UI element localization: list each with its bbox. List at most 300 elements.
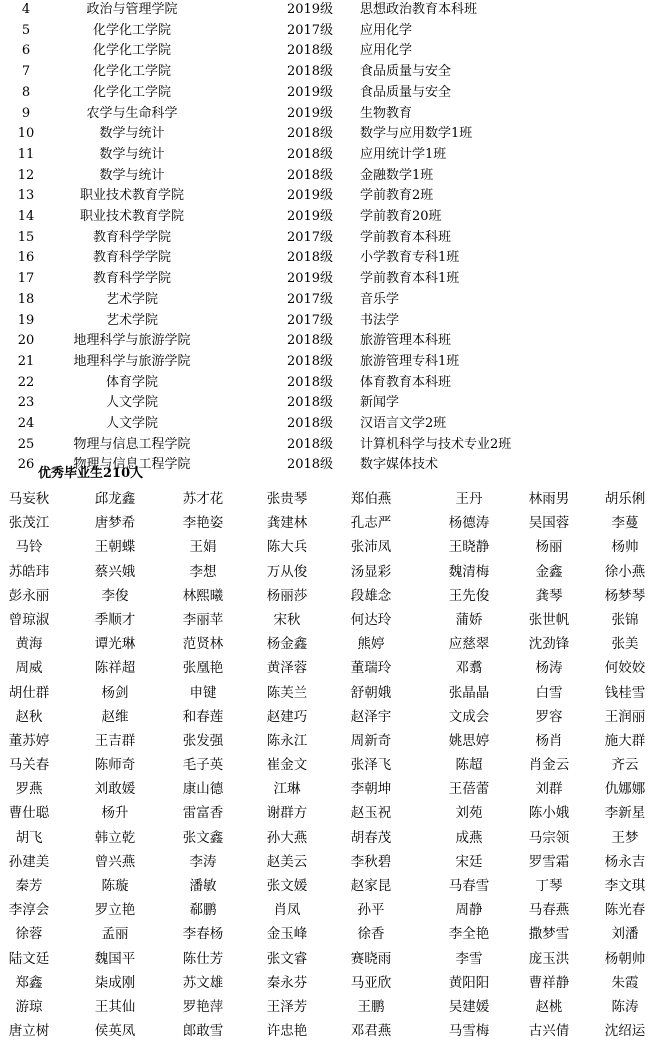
college-name: 数学与统计 [99,146,165,162]
graduate-name: 陆文廷 [8,950,50,967]
college-name: 职业技术教育学院 [79,188,184,204]
row-number: 15 [17,229,35,245]
class-name: 应用化学 [360,22,413,38]
graduate-name: 王润丽 [604,708,646,725]
row-number: 11 [17,146,35,162]
graduate-names-row [0,608,648,632]
graduate-name: 王先俊 [448,587,490,604]
graduate-name: 谢群方 [266,805,308,822]
graduate-name: 林雨男 [528,491,570,507]
graduate-name: 杨德涛 [448,515,490,532]
graduate-name: 姚思婷 [448,732,490,749]
college-name: 化学化工学院 [92,22,171,38]
graduate-name: 马春雪 [448,878,490,894]
graduate-name: 沈绍运 [604,1023,646,1040]
graduate-name: 李新星 [604,805,646,822]
class-name: 计算机科学与技术专业2班 [360,436,512,452]
graduate-name: 马春燕 [528,902,570,919]
graduate-name: 罗容 [535,708,563,725]
class-name: 体育教育本科班 [360,374,452,390]
graduate-name: 毛子英 [182,757,224,774]
graduate-names-row [0,560,648,584]
row-number: 26 [17,457,35,473]
graduate-name: 金鑫 [535,563,563,580]
graduate-name: 杨朝帅 [604,950,646,967]
class-name: 旅游管理专科1班 [360,353,460,369]
class-row [0,269,648,289]
graduate-name: 苏才花 [182,491,224,507]
graduate-names-row [0,995,648,1019]
class-row [0,435,648,455]
class-row [0,62,648,82]
class-row [0,83,648,103]
college-name: 艺术学院 [105,291,158,307]
graduate-name: 李俊 [101,587,129,604]
graduate-name: 齐云 [611,757,639,774]
graduate-name: 李雪 [455,950,483,967]
graduate-name: 刘群 [535,781,563,798]
graduate-name: 和春莲 [182,708,224,725]
graduate-name: 胡春茂 [350,829,392,846]
graduate-name: 张文媛 [266,878,308,894]
graduate-name: 李想 [189,563,217,580]
graduate-name: 赵泽宇 [350,708,392,725]
graduate-name: 董瑞玲 [350,660,392,677]
graduate-name: 陈小娥 [528,805,570,822]
graduate-name: 杨丽 [535,539,563,556]
graduate-name: 成燕 [455,829,483,846]
graduate-name: 张沛凤 [350,539,392,556]
class-row [0,104,648,124]
grade-year: 2019级 [286,84,334,100]
row-number: 6 [21,43,31,59]
graduate-name: 庞玉洪 [528,950,570,967]
class-name: 学前教育2班 [360,188,434,204]
graduate-name: 陈涛 [611,998,639,1015]
graduate-name: 舒朝娥 [350,684,392,701]
class-name: 新闻学 [360,395,400,411]
graduate-name: 周静 [455,902,483,919]
graduate-name: 谭光琳 [94,636,136,653]
class-row [0,166,648,186]
class-name: 小学教育专科1班 [360,250,460,266]
college-name: 物理与信息工程学院 [73,457,191,473]
graduate-name: 康山德 [182,781,224,798]
graduate-name: 胡仕群 [8,684,50,701]
graduate-name: 罗雪霜 [528,853,570,870]
graduate-name: 曾琼淑 [8,611,50,628]
college-name: 化学化工学院 [92,84,171,100]
graduate-name: 苏文雄 [182,974,224,991]
graduate-name: 王朝蝶 [94,539,136,556]
graduates-heading: 优秀毕业生210人 [38,466,144,481]
college-name: 数学与统计 [99,167,165,183]
graduate-name: 白雪 [535,684,563,701]
grade-year: 2018级 [286,43,334,59]
graduate-name: 赵秋 [15,708,43,725]
graduate-name: 郑伯燕 [350,491,392,507]
graduate-name: 刘潘 [611,926,639,943]
graduate-name: 杨丽莎 [266,587,308,604]
graduate-name: 熊婷 [357,636,385,653]
graduate-name: 陈师奇 [94,757,136,774]
row-number: 18 [17,291,35,307]
grade-year: 2018级 [286,167,334,183]
row-number: 14 [17,209,35,224]
graduate-name: 赵桃 [535,998,563,1015]
row-number: 10 [17,126,35,142]
graduate-name: 陈超 [455,757,483,774]
graduate-name: 张凰艳 [182,660,224,677]
graduate-name: 侯英凤 [94,1023,136,1040]
graduate-name: 宋秋 [273,611,301,628]
graduate-name: 孙大燕 [266,829,308,846]
row-number: 19 [17,312,35,328]
graduate-name: 马亚欣 [350,974,392,991]
college-name: 地理科学与旅游学院 [73,333,191,349]
graduate-name: 郑鑫 [15,974,43,991]
graduate-name: 张茂江 [8,515,50,532]
graduate-names-row [0,971,648,995]
graduate-name: 刘敢媛 [94,781,136,798]
graduate-name: 张发强 [182,732,224,749]
graduate-name: 李艳姿 [182,515,224,532]
graduate-name: 雷富香 [182,805,224,822]
graduate-name: 刘苑 [455,805,483,822]
graduate-name: 马宗领 [528,829,570,846]
class-row [0,331,648,351]
graduate-name: 撒梦雪 [528,926,570,943]
class-name: 汉语言文学2班 [360,416,447,431]
graduate-name: 沈劲锋 [528,636,570,653]
graduate-names-row [0,947,648,971]
row-number: 5 [21,22,31,38]
graduate-name: 苏皓玮 [8,563,50,580]
graduate-name: 杨剑 [101,684,129,701]
graduate-name: 罗艳萍 [182,998,224,1015]
grade-year: 2017级 [286,22,334,38]
graduate-names-row [0,874,648,898]
graduate-name: 陈光春 [604,902,646,919]
class-name: 音乐学 [360,291,400,307]
class-row [0,41,648,61]
graduate-name: 曹祥静 [528,974,570,991]
class-name: 旅游管理本科班 [360,333,452,349]
graduate-name: 韩立乾 [94,829,136,846]
graduate-names-row [0,922,648,946]
class-row [0,145,648,165]
graduate-name: 王吉群 [94,732,136,749]
graduate-name: 马铃 [15,539,43,556]
class-row [0,0,648,20]
graduate-name: 马雪梅 [448,1023,490,1040]
graduate-names-row [0,898,648,922]
graduate-names-row [0,1019,648,1043]
graduate-name: 宋廷 [455,853,483,870]
graduate-names-row [0,801,648,825]
college-name: 教育科学学院 [92,229,171,245]
class-name: 学前教育20班 [360,209,442,224]
college-name: 化学化工学院 [92,43,171,59]
graduate-name: 秦永芬 [266,974,308,991]
graduate-name: 仇娜娜 [604,781,646,798]
graduate-name: 游琼 [15,998,43,1015]
graduate-name: 马关春 [8,757,50,774]
graduate-name: 杨帅 [611,539,639,556]
graduate-name: 何达玲 [350,611,392,628]
class-name: 学前教育本科1班 [360,271,460,287]
graduate-name: 张泽飞 [350,757,392,774]
graduate-name: 李丽苹 [182,611,224,628]
graduate-name: 彭永丽 [8,587,50,604]
graduate-name: 赵美云 [266,853,308,870]
graduate-names-row [0,850,648,874]
graduate-name: 徐香 [357,926,385,943]
graduate-name: 罗立艳 [94,902,136,919]
graduate-names-row [0,777,648,801]
graduate-name: 魏国平 [94,950,136,967]
college-name: 艺术学院 [105,312,158,328]
class-row [0,352,648,372]
graduate-name: 丁琴 [535,878,563,894]
graduate-name: 孙平 [357,902,385,919]
graduate-name: 罗燕 [15,781,43,798]
class-name: 金融数学1班 [360,167,434,183]
graduate-names-row [0,487,648,511]
row-number: 21 [17,353,35,369]
class-name: 数学与应用数学1班 [360,126,473,142]
graduate-name: 许忠艳 [266,1023,308,1040]
class-row [0,186,648,206]
college-name: 体育学院 [105,374,158,390]
graduate-name: 陈璇 [101,878,129,894]
class-name: 书法学 [360,312,400,328]
graduate-name: 唐立树 [8,1023,50,1040]
row-number: 24 [17,416,35,431]
graduate-names-row [0,681,648,705]
graduate-name: 崔金文 [266,757,308,774]
grade-year: 2018级 [286,395,334,411]
graduate-name: 徐蓉 [15,926,43,943]
row-number: 9 [21,105,31,121]
grade-year: 2018级 [286,250,334,266]
grade-year: 2018级 [286,374,334,390]
class-row [0,393,648,413]
graduate-name: 申键 [189,684,217,701]
graduate-names-row [0,584,648,608]
grade-year: 2018级 [286,333,334,349]
graduate-names-row [0,729,648,753]
class-name: 应用化学 [360,43,413,59]
graduate-names-row [0,656,648,680]
graduate-name: 林熙曦 [182,587,224,604]
graduate-name: 郎敢雪 [182,1023,224,1040]
graduate-name: 李文琪 [604,878,646,894]
grade-year: 2018级 [286,353,334,369]
graduate-name: 邓翥 [455,660,483,677]
grade-year: 2018级 [286,416,334,431]
graduate-name: 王其仙 [94,998,136,1015]
graduate-name: 应慈翠 [448,636,490,653]
grade-year: 2019级 [286,209,334,224]
graduate-name: 张世帆 [528,611,570,628]
graduate-name: 杨梦琴 [604,587,646,604]
row-number: 17 [17,271,35,287]
graduate-name: 何姣姣 [604,660,646,677]
class-row [0,290,648,310]
graduate-name: 陈大兵 [266,539,308,556]
graduate-name: 文成会 [448,708,490,725]
graduate-name: 钱桂雪 [604,684,646,701]
graduate-names-row [0,705,648,729]
graduate-name: 李朝坤 [350,781,392,798]
graduate-name: 张美 [611,636,639,653]
graduate-name: 张文睿 [266,950,308,967]
graduate-name: 胡飞 [15,829,43,846]
graduate-name: 孙建美 [8,853,50,870]
graduate-name: 杨金鑫 [266,636,308,653]
graduate-name: 杨永吉 [604,853,646,870]
graduate-name: 秦芳 [15,878,43,894]
graduate-name: 陈永江 [266,732,308,749]
graduate-name: 金玉峰 [266,926,308,943]
graduate-name: 赵玉祝 [350,805,392,822]
graduate-name: 陈祥超 [94,660,136,677]
class-row [0,373,648,393]
row-number: 8 [21,84,31,100]
graduate-names-row [0,535,648,559]
college-name: 化学化工学院 [92,64,171,80]
graduate-name: 王鹏 [357,998,385,1015]
graduate-name: 肖凤 [273,902,301,919]
row-number: 7 [21,64,31,80]
graduate-name: 赵建巧 [266,708,308,725]
class-row [0,207,648,227]
grade-year: 2018级 [286,64,334,80]
graduate-name: 马妄秋 [8,491,50,507]
class-row [0,414,648,434]
graduate-name: 李淳会 [8,902,50,919]
row-number: 22 [17,374,35,390]
grade-year: 2018级 [286,146,334,162]
graduate-name: 李蔓 [611,515,639,532]
graduate-name: 蔡兴娥 [94,563,136,580]
graduate-name: 杨肖 [535,732,563,749]
graduate-name: 赵维 [101,708,129,725]
graduate-name: 吴建媛 [448,998,490,1015]
graduate-name: 张晶晶 [448,684,490,701]
college-name: 职业技术教育学院 [79,209,184,224]
graduate-name: 曹仕聪 [8,805,50,822]
graduate-name: 王晓静 [448,539,490,556]
college-name: 教育科学学院 [92,250,171,266]
college-name: 地理科学与旅游学院 [73,353,191,369]
graduate-name: 黄海 [15,636,43,653]
graduate-name: 江琳 [273,781,301,798]
class-name: 思想政治教育本科班 [360,2,478,17]
class-row [0,311,648,331]
college-name: 政治与管理学院 [86,2,178,17]
graduate-name: 蒲娇 [455,611,483,628]
graduate-name: 朱霞 [611,974,639,991]
graduate-name: 龚琴 [535,587,563,604]
class-name: 数字媒体技术 [360,457,439,473]
graduate-name: 黄阳阳 [448,974,490,991]
college-name: 教育科学学院 [92,271,171,287]
graduate-name: 王梦 [611,829,639,846]
graduate-names-row [0,511,648,535]
graduate-name: 陈仕芳 [182,950,224,967]
graduate-name: 张锦 [611,611,639,628]
graduate-name: 董苏婷 [8,732,50,749]
class-row [0,124,648,144]
row-number: 20 [17,333,35,349]
graduate-name: 李秋碧 [350,853,392,870]
graduate-name: 邱龙鑫 [94,491,136,507]
college-name: 农学与生命科学 [86,105,178,121]
graduate-name: 周新奇 [350,732,392,749]
grade-year: 2019级 [286,271,334,287]
grade-year: 2017级 [286,229,334,245]
graduate-name: 肖金云 [528,757,570,774]
graduate-name: 徐小燕 [604,563,646,580]
class-name: 食品质量与安全 [360,84,452,100]
graduate-name: 龚建林 [266,515,308,532]
class-row [0,228,648,248]
row-number: 12 [17,167,35,183]
grade-year: 2019级 [286,2,334,17]
graduate-name: 郗鹏 [189,902,217,919]
graduate-name: 吴国蓉 [528,515,570,532]
graduate-name: 陈芙兰 [266,684,308,701]
row-number: 4 [21,2,31,17]
graduate-name: 唐梦希 [94,515,136,532]
graduate-name: 赵家昆 [350,878,392,894]
row-number: 13 [17,188,35,204]
graduate-names-grid [0,487,648,1043]
college-name: 数学与统计 [99,126,165,142]
graduate-name: 张文鑫 [182,829,224,846]
graduate-name: 王泽芳 [266,998,308,1015]
college-name: 物理与信息工程学院 [73,436,191,452]
graduate-name: 胡乐俐 [604,491,646,507]
graduate-name: 李春杨 [182,926,224,943]
graduate-name: 潘敏 [189,878,217,894]
graduate-name: 李全艳 [448,926,490,943]
graduate-name: 杨涛 [535,660,563,677]
grade-year: 2018级 [286,436,334,452]
graduate-name: 王蓓蕾 [448,781,490,798]
grade-year: 2018级 [286,457,334,473]
graduate-name: 汤显彩 [350,563,392,580]
graduate-name: 段雄念 [350,587,392,604]
class-row [0,21,648,41]
graduate-name: 古兴倩 [528,1023,570,1040]
graduate-names-row [0,632,648,656]
college-name: 人文学院 [105,395,158,411]
graduate-name: 杨升 [101,805,129,822]
graduate-name: 万从俊 [266,563,308,580]
graduate-name: 王丹 [455,491,483,507]
row-number: 16 [17,250,35,266]
class-row [0,248,648,268]
grade-year: 2017级 [286,312,334,328]
graduate-name: 季顺才 [94,611,136,628]
graduate-name: 孟丽 [101,926,129,943]
graduate-name: 周威 [15,660,43,677]
graduate-name: 邓君燕 [350,1023,392,1040]
graduate-name: 柒成刚 [94,974,136,991]
